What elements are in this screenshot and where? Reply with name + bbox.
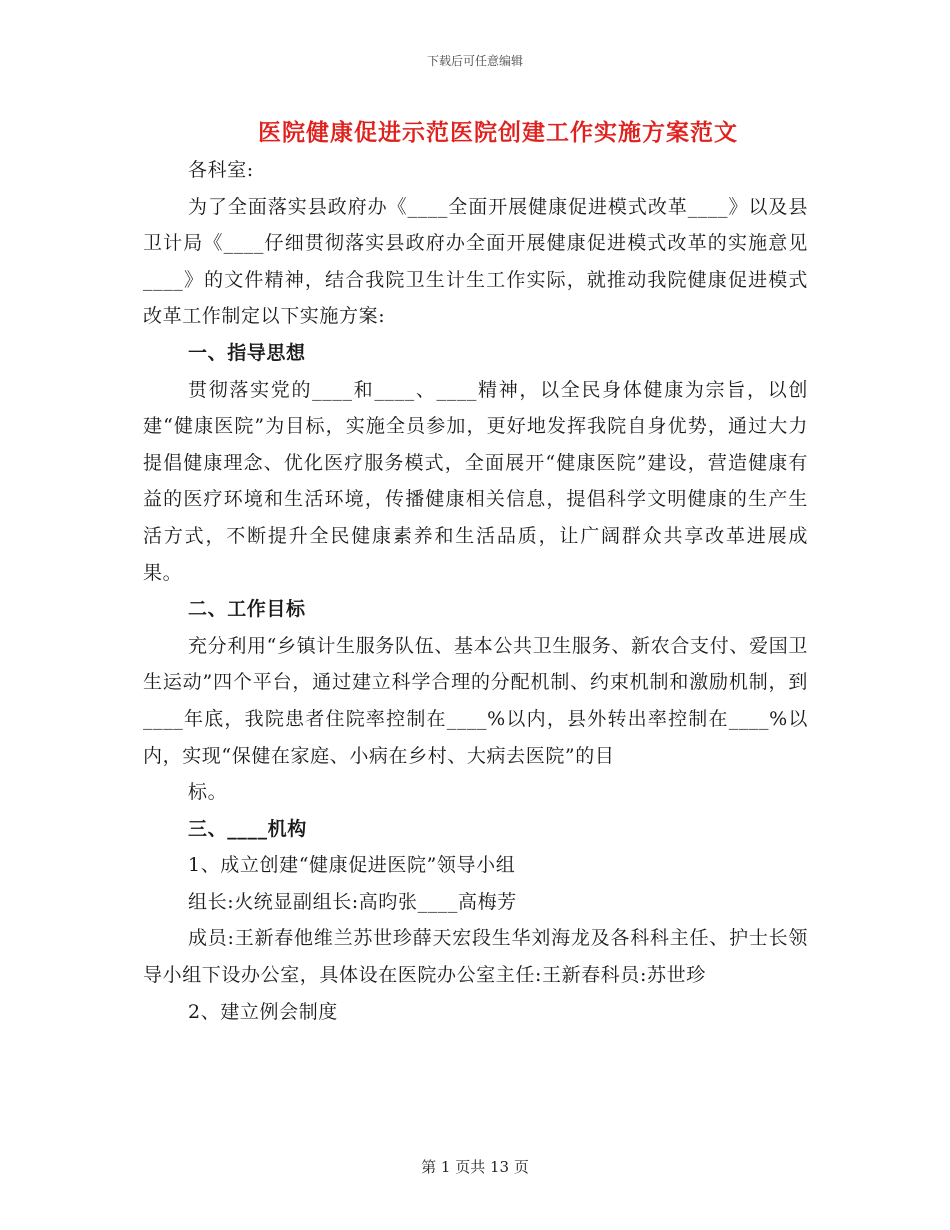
document-body	[143, 152, 808, 1030]
page-number: 第 1 页共 13 页	[421, 1158, 529, 1176]
intro-paragraph: 为了全面落实县政府办《____全面开展健康促进模式改革____》以及县卫计局《____仔细贯彻落实县政府办全面开展健康促进模式改革的实施意见____》的文件精神，结合我院卫生计生工作实际，就推动我院健康促进模式改革工作制定以下实施方案:	[143, 195, 808, 328]
body-paragraph: 充分利用“乡镇计生服务队伍、基本公共卫生服务、新农合支付、爱国卫生运动”四个平台，通过建立科学合理的分配机制、约束机制和激励机制，到____年底，我院患者住院率控制在____%以内，县外转出率控制在____%以内，实现“保健在家庭、小病在乡村、大病去医院”的目	[143, 634, 808, 767]
section-heading: 三、____机构	[188, 817, 307, 840]
salutation: 各科室:	[188, 159, 254, 181]
body-paragraph: 贯彻落实党的____和____、____精神，以全民身体健康为宗旨，以创建“健康医院”为目标，实施全员参加，更好地发挥我院自身优势，通过大力提倡健康理念、优化医疗服务模式，全面展开“健康医院”建设，营造健康有益的医疗环境和生活环境，传播健康相关信息，提倡科学文明健康的生产生活方式，不断提升全民健康素养和生活品质，让广阔群众共享改革进展成果。	[143, 378, 808, 584]
list-item: 1、成立创建“健康促进医院”领导小组	[188, 854, 516, 877]
body-paragraph: 组长:火统显副组长:高昀张____高梅芳	[188, 890, 517, 913]
body-paragraph: 成员:王新春他维兰苏世珍薛天宏段生华刘海龙及各科科主任、护士长领导小组下设办公室，具体设在医院办公室主任:王新春科员:苏世珍	[143, 927, 808, 987]
section-heading: 二、工作目标	[188, 598, 306, 621]
list-item: 2、建立例会制度	[188, 1000, 338, 1023]
section-heading: 一、指导思想	[188, 341, 306, 364]
document-title: 医院健康促进示范医院创建工作实施方案范文	[258, 119, 738, 146]
body-paragraph: 标。	[188, 781, 228, 804]
page-header: 下载后可任意编辑	[426, 54, 523, 68]
